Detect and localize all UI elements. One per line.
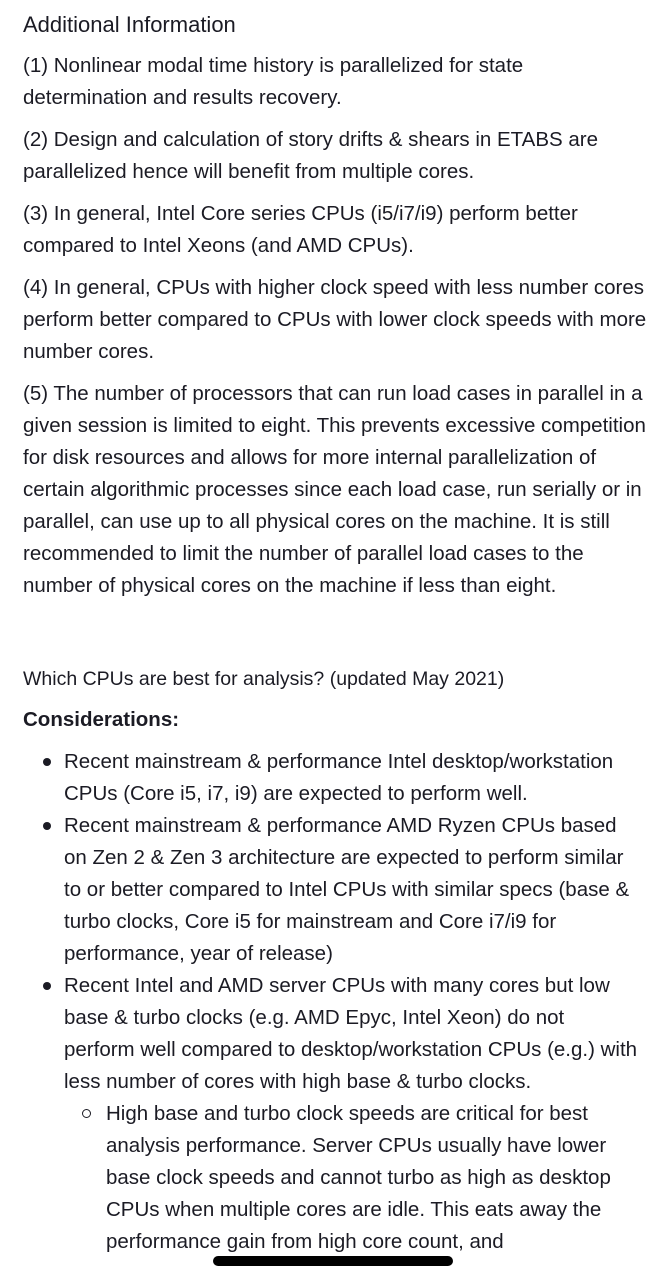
list-item-text: Recent mainstream & performance Intel desktop/workstation CPUs (Core i5, i7, i9) are expected to perform well.	[64, 750, 614, 805]
list-item	[0, 746, 668, 810]
considerations-heading: Considerations:	[23, 708, 180, 731]
sub-list-item-text: High base and turbo clock speeds are critical for best analysis performance. Server CPUs usually have lower base clock speeds and cannot turbo as high as desktop CPUs when multiple cores are idle. This eats away the performance gain from high core count, and	[106, 1102, 611, 1253]
bullet-icon	[43, 982, 51, 990]
considerations-list	[0, 746, 668, 1258]
section-title: Additional Information	[23, 12, 236, 37]
list-item-text: Recent Intel and AMD server CPUs with many cores but low base & turbo clocks (e.g. AMD Epyc, Intel Xeon) do not perform well compared to desktop/workstation CPUs (e.g.) with less number of cores with high base & turbo clocks.	[64, 974, 638, 1093]
list-item	[0, 970, 668, 1098]
note-1: (1) Nonlinear modal time history is parallelized for state determination and results recovery.	[23, 54, 524, 109]
cpu-question-line: Which CPUs are best for analysis? (updated May 2021)	[23, 668, 505, 690]
note-2: (2) Design and calculation of story drifts & shears in ETABS are parallelized hence will benefit from multiple cores.	[23, 128, 599, 183]
hollow-bullet-icon	[82, 1109, 91, 1118]
note-4: (4) In general, CPUs with higher clock speed with less number cores perform better compared to CPUs with lower clock speeds with more number cores.	[23, 276, 647, 363]
list-item	[0, 810, 668, 970]
home-indicator[interactable]	[213, 1256, 453, 1266]
list-item-text: Recent mainstream & performance AMD Ryzen CPUs based on Zen 2 & Zen 3 architecture are expected to perform similar to or better compared to Intel CPUs with similar specs (base & turbo clocks, Core i5 for mainstream and Core i7/i9 for performance, year of release)	[64, 814, 630, 965]
note-3: (3) In general, Intel Core series CPUs (i5/i7/i9) perform better compared to Intel Xeons (and AMD CPUs).	[23, 202, 578, 257]
bullet-icon	[43, 758, 51, 766]
bullet-icon	[43, 822, 51, 830]
note-5: (5) The number of processors that can run load cases in parallel in a given session is limited to eight. This prevents excessive competition for disk resources and allows for more internal parallelization of certain algorithmic processes since each load case, run serially or in parallel, can use up to all physical cores on the machine. It is still recommended to limit the number of parallel load cases to the number of physical cores on the machine if less than eight.	[23, 382, 646, 597]
sub-list-item	[0, 1098, 668, 1258]
